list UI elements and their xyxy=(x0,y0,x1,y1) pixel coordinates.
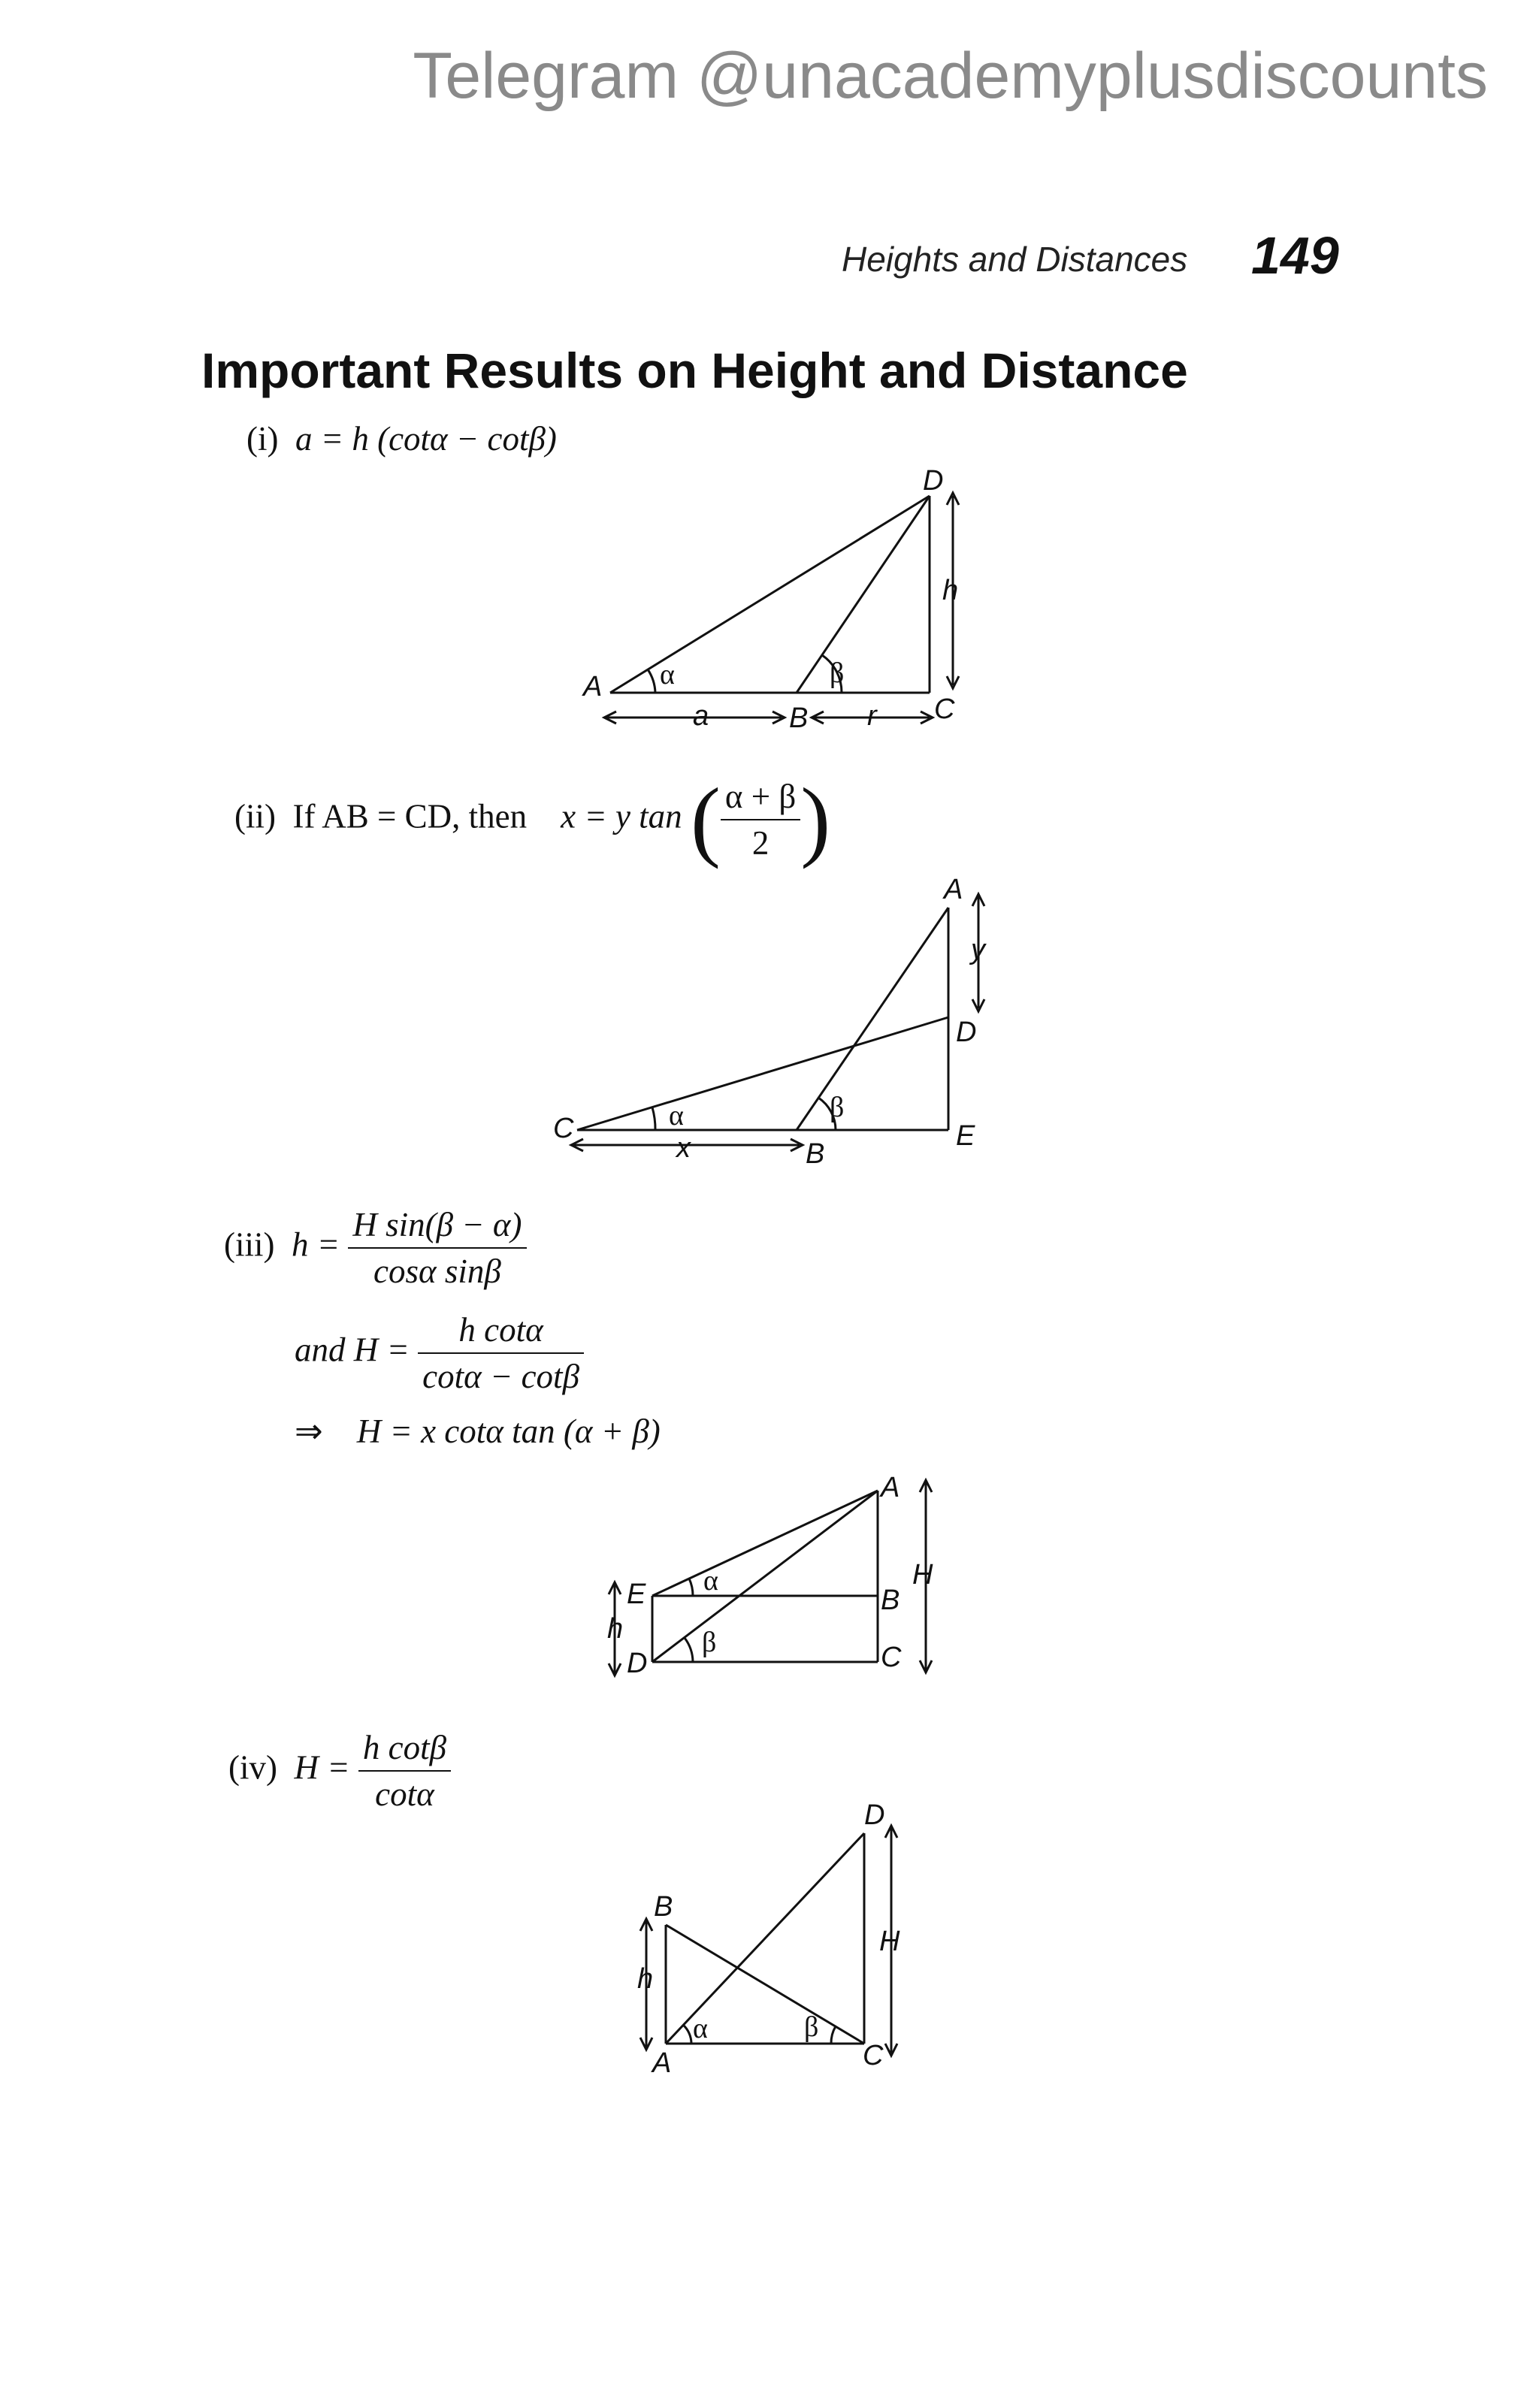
label-A: A xyxy=(944,874,963,905)
result-3-number: (iii) xyxy=(224,1225,275,1264)
label-beta: β xyxy=(830,657,845,689)
result-4-lhs: H = xyxy=(294,1748,350,1787)
result-3-frac1-numerator: H sin(β − α) xyxy=(348,1202,526,1249)
label-beta: β xyxy=(702,1627,717,1658)
page-number: 149 xyxy=(1251,226,1339,285)
label-h: h xyxy=(607,1613,624,1645)
label-E: E xyxy=(627,1579,646,1610)
label-alpha: α xyxy=(669,1100,684,1131)
running-title: Heights and Distances xyxy=(842,240,1188,279)
label-alpha: α xyxy=(660,659,675,690)
label-E: E xyxy=(956,1120,975,1152)
result-1-expression: a = h (cotα − cotβ) xyxy=(295,420,557,458)
result-2-numerator: α + β xyxy=(721,774,800,820)
result-2-denominator: 2 xyxy=(751,824,770,862)
label-D: D xyxy=(864,1799,885,1831)
label-D: D xyxy=(956,1017,977,1048)
result-3-lhs1: h = xyxy=(291,1225,340,1264)
result-2-prefix: If AB = CD, then xyxy=(292,797,528,835)
result-3-lhs2: and H = xyxy=(295,1331,410,1369)
label-y: y xyxy=(971,934,985,965)
label-beta: β xyxy=(830,1092,845,1123)
implies-symbol: ⇒ xyxy=(295,1412,323,1450)
section-title: Important Results on Height and Distance xyxy=(201,343,1188,398)
result-2-number: (ii) xyxy=(234,797,276,835)
result-3-frac1-denominator: cosα sinβ xyxy=(373,1252,501,1290)
result-2-formula: (ii) If AB = CD, then x = y tan ( $\frac{\alpha + \beta}{2}$ ) xyxy=(234,769,831,869)
label-h: h xyxy=(942,575,959,606)
label-C: C xyxy=(934,693,955,725)
label-D: D xyxy=(923,465,944,497)
label-alpha: α xyxy=(693,2013,708,2044)
label-B: B xyxy=(806,1138,825,1170)
result-4-denominator: cotα xyxy=(375,1775,434,1813)
label-B: B xyxy=(654,1891,673,1923)
label-D: D xyxy=(627,1648,648,1679)
label-A: A xyxy=(652,2047,672,2079)
figure-4-lines xyxy=(640,1826,897,2056)
result-2-main: x = y tan xyxy=(561,797,682,835)
label-beta: β xyxy=(804,2011,819,2043)
label-H: H xyxy=(912,1559,933,1591)
result-4-number: (iv) xyxy=(228,1748,277,1787)
label-C: C xyxy=(553,1113,574,1144)
result-3-frac2-denominator: cotα − cotβ xyxy=(422,1358,579,1395)
label-B: B xyxy=(789,702,809,734)
label-A: A xyxy=(881,1472,900,1503)
label-C: C xyxy=(863,2040,884,2071)
label-h: h xyxy=(637,1963,654,1995)
result-3-frac2-numerator: h cotα xyxy=(418,1307,584,1354)
label-x: x xyxy=(676,1132,691,1164)
label-r: r xyxy=(867,700,877,732)
label-B: B xyxy=(881,1585,900,1616)
result-4-numerator: h cotβ xyxy=(358,1725,451,1772)
label-H: H xyxy=(879,1926,900,1957)
label-C: C xyxy=(881,1642,902,1673)
label-alpha: α xyxy=(703,1565,718,1597)
label-A: A xyxy=(583,671,603,702)
result-1-number: (i) xyxy=(246,420,279,458)
label-a: a xyxy=(693,700,709,732)
result-3-expression: H = x cotα tan (α + β) xyxy=(356,1412,661,1450)
watermark: Telegram @unacademyplusdiscounts xyxy=(413,40,1488,112)
